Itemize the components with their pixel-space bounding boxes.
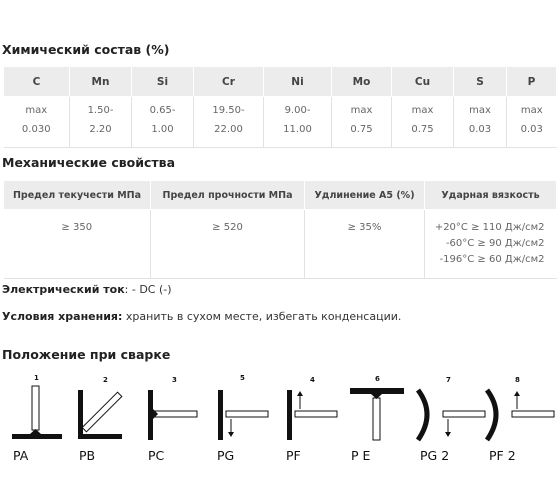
chem-title: Химический состав (%) [2, 42, 170, 57]
col-header: Предел текучести МПа [4, 181, 151, 210]
col-header: P [507, 67, 557, 97]
position-number: 5 [240, 374, 245, 382]
position-code: PG [217, 448, 235, 463]
col-header: Mo [332, 67, 392, 97]
col-header: Предел прочности МПа [151, 181, 305, 210]
storage-line [2, 310, 401, 323]
col-header: Mn [70, 67, 132, 97]
position-pf2-icon [487, 390, 554, 440]
position-pe-icon [350, 388, 404, 440]
position-number: 8 [515, 376, 520, 384]
table-cell: max 0.75 [411, 105, 434, 135]
position-number: 2 [103, 376, 108, 384]
mechanical-properties-table [3, 180, 557, 279]
table-cell: 19.50- 22.00 [212, 105, 245, 135]
table-cell: ≥ 520 [212, 222, 243, 233]
position-pa-icon [12, 386, 62, 439]
table-cell: max 0.75 [350, 105, 373, 135]
table-cell: max 0.030 [21, 105, 51, 135]
position-number: 4 [310, 376, 315, 384]
chemical-composition-table [3, 66, 557, 148]
storage-value: хранить в сухом месте, избегать конденсации. [122, 310, 402, 323]
col-header: Ударная вязкость [425, 181, 557, 210]
table-cell: max 0.03 [520, 105, 543, 135]
col-header: C [4, 67, 70, 97]
storage-label: Условия хранения: [2, 310, 123, 323]
position-code: P E [351, 448, 371, 463]
position-pg-icon [218, 390, 268, 440]
positions-title: Положение при сварке [2, 347, 171, 362]
position-pf-icon [287, 390, 337, 440]
table-cell: 1.50- 2.20 [87, 105, 114, 135]
position-code: PA [13, 448, 29, 463]
table-header-row [4, 67, 557, 97]
current-line [2, 283, 172, 296]
table-cell: +20°C ≥ 110 Дж/см2 -60°C ≥ 90 Дж/см2 -196°C ≥ 60 Дж/см2 [434, 222, 545, 265]
position-pg2-icon [418, 390, 485, 440]
position-number: 7 [446, 376, 451, 384]
table-cell: 9.00- 11.00 [283, 105, 312, 135]
position-pb-icon [78, 390, 122, 439]
position-code: PB [79, 448, 96, 463]
col-header: Cu [392, 67, 454, 97]
position-code: PF [286, 448, 301, 463]
table-header-row [4, 181, 557, 210]
table-row [4, 97, 557, 148]
position-pc-icon [148, 390, 197, 440]
position-number: 6 [375, 375, 380, 383]
table-cell: ≥ 35% [347, 222, 382, 233]
position-number: 1 [34, 374, 39, 382]
current-label: Электрический ток [2, 283, 125, 296]
position-code: PF 2 [489, 448, 516, 463]
col-header: Si [132, 67, 194, 97]
col-header: S [454, 67, 507, 97]
table-cell: 0.65- 1.00 [149, 105, 176, 135]
table-cell: ≥ 350 [61, 222, 93, 233]
col-header: Ni [264, 67, 332, 97]
current-value: : - DC (-) [124, 283, 172, 296]
welding-positions-diagram [0, 370, 560, 504]
col-header: Cr [194, 67, 264, 97]
position-number: 3 [172, 376, 177, 384]
position-code: PG 2 [420, 448, 450, 463]
mech-title: Механические свойства [2, 155, 176, 170]
col-header: Удлинение А5 (%) [305, 181, 425, 210]
position-code: PC [148, 448, 165, 463]
table-row [4, 210, 557, 279]
table-cell: max 0.03 [468, 105, 492, 135]
